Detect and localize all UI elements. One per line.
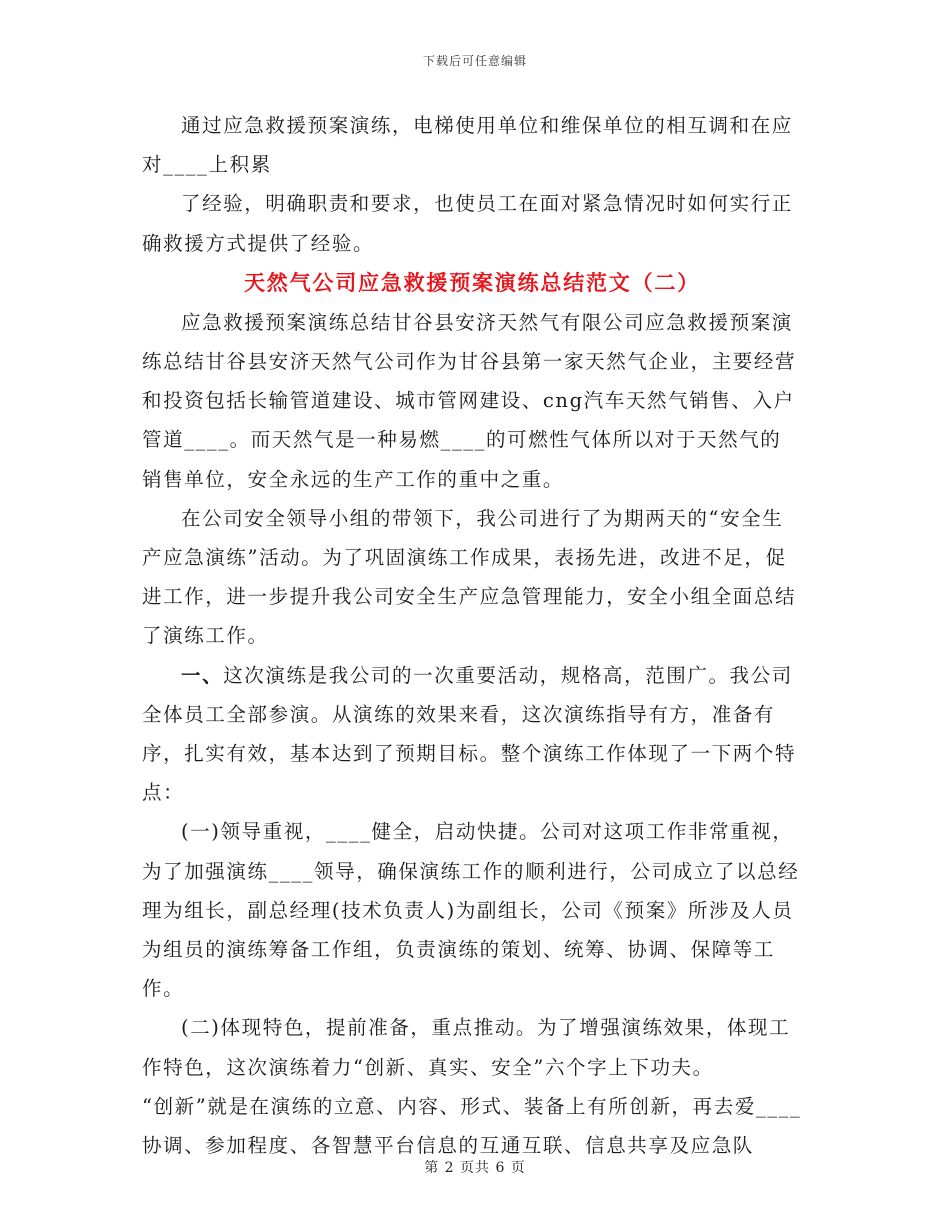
- section-one-text: 这次演练是我公司的一次重要活动，规格高，范围广。我公司全体员工全部参演。从演练的效果来看，这次演练指导有方，准备有序，扎实有效，基本达到了预期目标。整个演练工作体现了一下两个特点：: [142, 663, 797, 805]
- page-footer: 第 2 页共 6 页: [424, 1160, 526, 1176]
- body-paragraph-1: 应急救援预案演练总结甘谷县安济天然气有限公司应急救援预案演练总结甘谷县安济天然气公司作为甘谷县第一家天然气企业，主要经营和投资包括长输管道建设、城市管网建设、cng汽车天然气销售、入户管道____。而天然气是一种易燃____的可燃性气体所以对于天然气的销售单位，安全永远的生产工作的重中之重。: [142, 310, 797, 491]
- intro-paragraph-1: 通过应急救援预案演练，电梯使用单位和维保单位的相互调和在应对____上积累: [142, 114, 793, 177]
- subsection-two-paragraph: (二)体现特色，提前准备，重点推动。为了增强演练效果，体现工作特色，这次演练着力“创新、真实、安全”六个字上下功夫。: [142, 1016, 791, 1079]
- body-paragraph-2: 在公司安全领导小组的带领下，我公司进行了为期两天的“安全生产应急演练”活动。为了巩固演练工作成果，表扬先进，改进不足，促进工作，进一步提升我公司安全生产应急管理能力，安全小组全面总结了演练工作。: [142, 506, 797, 648]
- innovation-paragraph: “创新”就是在演练的立意、内容、形式、装备上有所创新，再去爱____协调、参加程度、各智慧平台信息的互通互联、信息共享及应急队: [142, 1094, 802, 1158]
- page-header: 下载后可任意编辑: [422, 54, 527, 68]
- intro-paragraph-2: 了经验，明确职责和要求，也使员工在面对紧急情况时如何实行正确救援方式提供了经验。: [142, 192, 793, 255]
- section-one-lead: 一、: [181, 663, 224, 687]
- section-one-paragraph: [142, 656, 802, 813]
- document-body: [142, 106, 802, 1165]
- subsection-one-paragraph: (一)领导重视，____健全，启动快捷。公司对这项工作非常重视，为了加强演练____领导，确保演练工作的顺利进行，公司成立了以总经理为组长，副总经理(技术负责人)为副组长，公司《预案》所涉及人员为组员的演练筹备工作组，负责演练的策划、统筹、协调、保障等工作。: [142, 820, 800, 1001]
- section-heading: 天然气公司应急救援预案演练总结范文（二）: [244, 269, 700, 295]
